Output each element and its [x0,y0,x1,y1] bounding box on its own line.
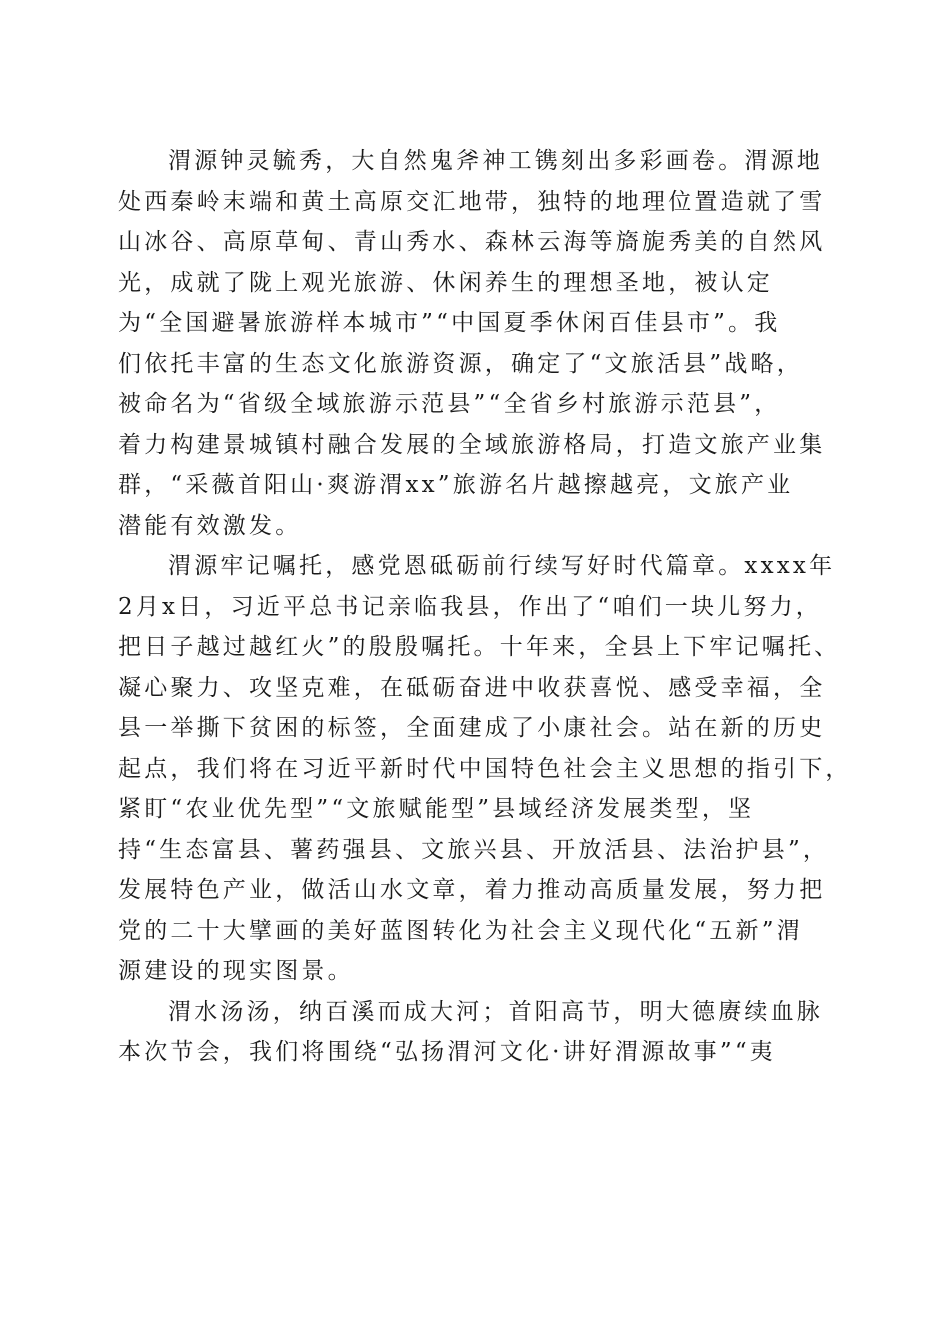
paragraph-1-line-4: 光，成就了陇上观光旅游、休闲养生的理想圣地，被认定 [118,269,773,296]
paragraph-3-line-2: 本次节会，我们将围绕“弘扬渭河文化·讲好渭源故事”“夷 [118,1039,776,1065]
paragraph-1-line-6: 们依托丰富的生态文化旅游资源，确定了“文旅活县”战略， [118,350,803,377]
paragraph-2-line-3: 把日子越过越红火”的殷殷嘱托。十年来，全县上下牢记嘱托、 [118,634,841,660]
paragraph-1-line-7: 被命名为“省级全域旅游示范县”“全省乡村旅游示范县”， [118,391,781,417]
paragraph-1-line-1: 渭源钟灵毓秀，大自然鬼斧神工镌刻出多彩画卷。渭源地 [168,148,823,174]
paragraph-2-line-6: 起点，我们将在习近平新时代中国特色社会主义思想的指引下， [118,755,852,782]
paragraph-2-line-1: 渭源牢记嘱托，感党恩砥砺前行续写好时代篇章。xxxx年 [168,553,836,579]
paragraph-3-line-1: 渭水汤汤，纳百溪而成大河；首阳高节，明大德赓续血脉 [168,998,823,1025]
paragraph-1-line-10: 潜能有效激发。 [118,512,302,539]
paragraph-1-line-9: 群，“采薇首阳山·爽游渭xx”旅游名片越擦越亮，文旅产业 [118,472,794,498]
paragraph-2-line-2: 2月x日，习近平总书记亲临我县，作出了“咱们一块儿努力， [118,593,822,620]
paragraph-2-line-8: 持“生态富县、薯药强县、文旅兴县、开放活县、法治护县”， [118,836,830,863]
paragraph-2-line-11: 源建设的现实图景。 [118,958,354,984]
paragraph-1-line-8: 着力构建景城镇村融合发展的全域旅游格局，打造文旅产业集 [118,431,826,458]
paragraph-2-line-9: 发展特色产业，做活山水文章，着力推动高质量发展，努力把 [118,877,826,903]
paragraph-1-line-5: 为“全国避暑旅游样本城市”“中国夏季休闲百佳县市”。我 [118,310,781,336]
paragraph-1-line-3: 山冰谷、高原草甸、青山秀水、森林云海等旖旎秀美的自然风 [118,229,826,255]
paragraph-2-line-10: 党的二十大擘画的美好蓝图转化为社会主义现代化“五新”渭 [118,917,803,944]
paragraph-2-line-4: 凝心聚力、攻坚克难，在砥砺奋进中收获喜悦、感受幸福，全 [118,674,826,701]
paragraph-2-line-7: 紧盯“农业优先型”“文旅赋能型”县域经济发展类型，坚 [118,796,755,822]
document-body [118,141,852,1073]
paragraph-1-line-2: 处西秦岭末端和黄土高原交汇地带，独特的地理位置造就了雪 [118,188,826,215]
paragraph-2-line-5: 县一举撕下贫困的标签，全面建成了小康社会。站在新的历史 [118,715,826,741]
